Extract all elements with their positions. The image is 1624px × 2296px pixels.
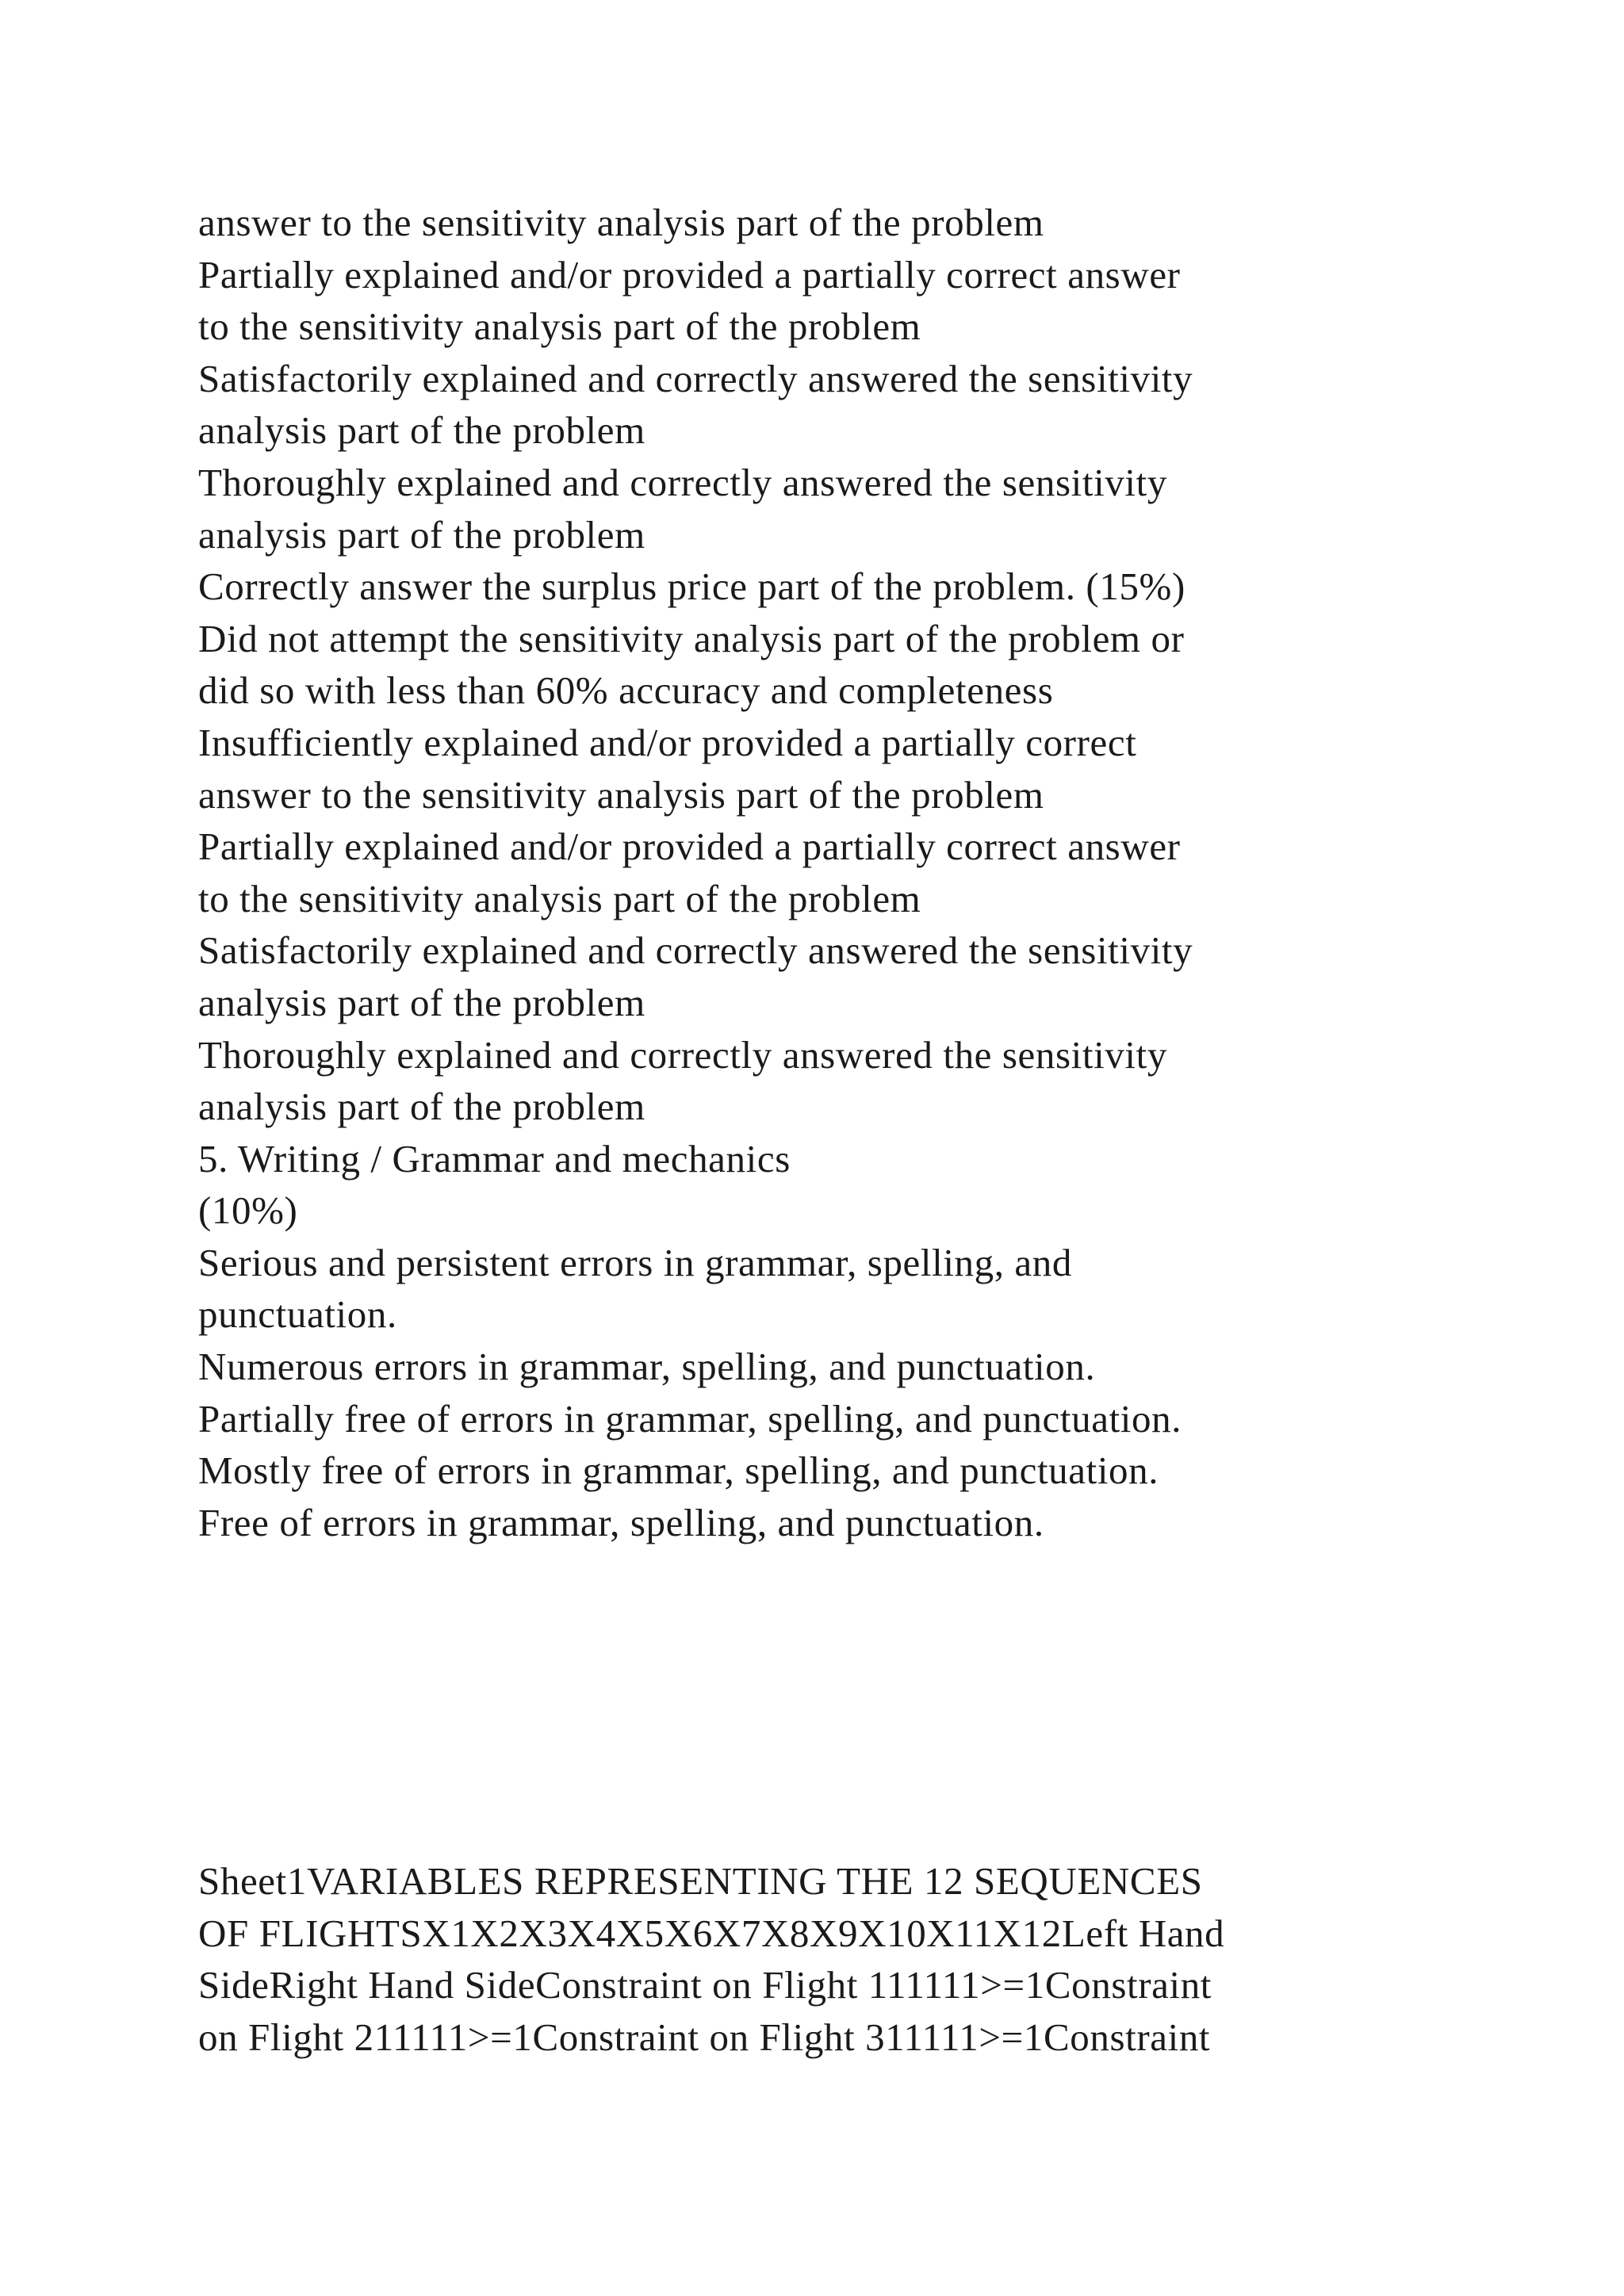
text-line: Partially free of errors in grammar, spelling, and punctuation. — [198, 1396, 1182, 1441]
text-line: Satisfactorily explained and correctly answered the sensitivity — [198, 356, 1193, 400]
text-line: Numerous errors in grammar, spelling, and punctuation. — [198, 1345, 1096, 1389]
text-line: OF FLIGHTSX1X2X3X4X5X6X7X8X9X10X11X12Left Hand — [198, 1911, 1225, 1955]
text-line: analysis part of the problem — [198, 408, 645, 453]
text-line: answer to the sensitivity analysis part of the problem — [198, 772, 1044, 817]
text-line: on Flight 211111>=1Constraint on Flight 311111>=1Constraint — [198, 2015, 1211, 2059]
text-line: SideRight Hand SideConstraint on Flight 111111>=1Constraint — [198, 1963, 1212, 2007]
text-line: analysis part of the problem — [198, 980, 645, 1024]
text-line: Partially explained and/or provided a partially correct answer — [198, 252, 1181, 297]
text-line: Sheet1VARIABLES REPRESENTING THE 12 SEQUENCES — [198, 1859, 1203, 1903]
rubric-text-block — [198, 197, 1467, 1548]
section-weight: (10%) — [198, 1188, 298, 1233]
text-line: Partially explained and/or provided a partially correct answer — [198, 825, 1181, 869]
text-line: Thoroughly explained and correctly answered the sensitivity — [198, 1032, 1167, 1077]
text-line: Thoroughly explained and correctly answered the sensitivity — [198, 460, 1167, 504]
text-line: Correctly answer the surplus price part of the problem. (15%) — [198, 564, 1185, 609]
text-line: Satisfactorily explained and correctly answered the sensitivity — [198, 928, 1193, 973]
sheet-text-block — [198, 1855, 1467, 2063]
text-line: Did not attempt the sensitivity analysis part of the problem or — [198, 616, 1185, 660]
text-line: punctuation. — [198, 1292, 397, 1337]
section-heading: 5. Writing / Grammar and mechanics — [198, 1136, 791, 1181]
text-line: Mostly free of errors in grammar, spelling, and punctuation. — [198, 1448, 1159, 1493]
text-line: analysis part of the problem — [198, 1085, 645, 1129]
text-line: did so with less than 60% accuracy and completeness — [198, 668, 1054, 713]
text-line: Insufficiently explained and/or provided a partially correct — [198, 720, 1137, 764]
text-line: answer to the sensitivity analysis part of the problem — [198, 201, 1044, 244]
text-line: to the sensitivity analysis part of the problem — [198, 304, 921, 349]
text-line: to the sensitivity analysis part of the problem — [198, 876, 921, 920]
text-line: analysis part of the problem — [198, 512, 645, 557]
text-line: Serious and persistent errors in grammar, spelling, and — [198, 1240, 1072, 1284]
text-line: Free of errors in grammar, spelling, and punctuation. — [198, 1500, 1044, 1544]
